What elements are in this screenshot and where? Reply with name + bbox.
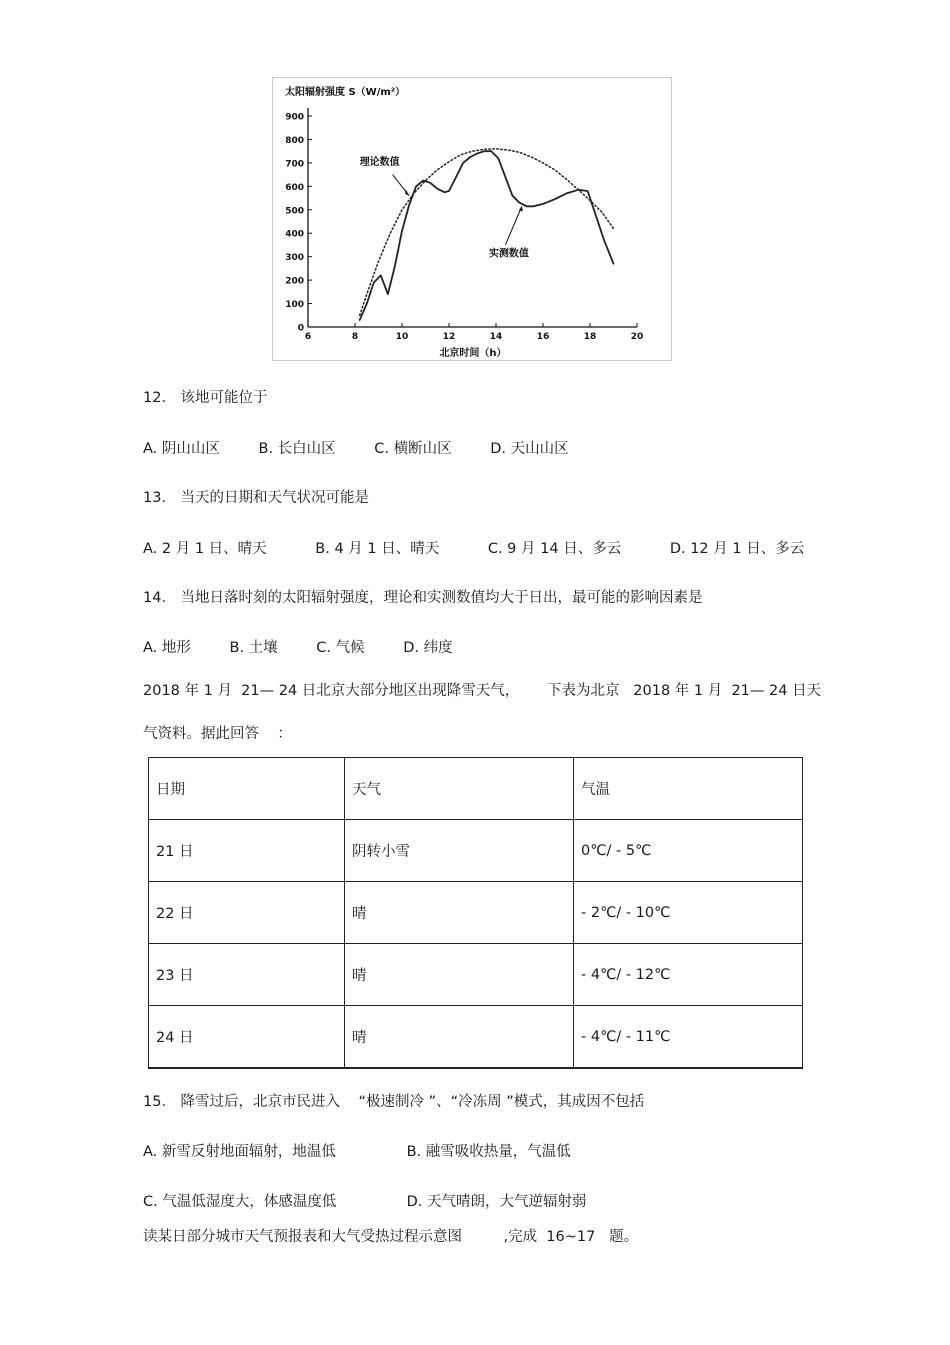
x-tick-label: 16 (536, 332, 550, 342)
cell-weather: 晴 (345, 1006, 574, 1069)
q12-option-a[interactable]: A. 阴山山区 (143, 441, 220, 457)
cell-date: 21 日 (149, 820, 345, 882)
y-tick-label: 600 (285, 182, 304, 193)
y-tick-label: 500 (285, 206, 304, 217)
cell-weather: 晴 (345, 882, 574, 944)
x-tick-label: 12 (442, 332, 456, 342)
q15-option-a[interactable]: A. 新雪反射地面辐射，地温低 (143, 1144, 336, 1160)
x-tick-label: 10 (395, 332, 409, 342)
x-tick-label: 6 (304, 332, 312, 342)
cell-temp: - 4℃/ - 12℃ (574, 944, 803, 1006)
x-tick-label: 14 (489, 332, 503, 342)
cell-date: 24 日 (149, 1006, 345, 1069)
y-tick-label: 300 (285, 253, 304, 264)
y-tick-label: 400 (285, 229, 304, 240)
weather-table (148, 757, 803, 1069)
cell-date: 22 日 (149, 882, 345, 944)
annotation-measured-leader (505, 206, 521, 245)
header-date: 日期 (149, 758, 345, 820)
q14-option-d[interactable]: D. 纬度 (403, 640, 453, 656)
theoretical-series-line (360, 149, 614, 315)
chart-title: 太阳辐射强度 S（W/m²） (285, 87, 406, 98)
q15-stem: 15． 降雪过后，北京市民进入 “极速制冷 ”、“冷冻周 ”模式，其成因不包括 (143, 1094, 645, 1110)
q13-stem: 13． 当天的日期和天气状况可能是 (143, 490, 370, 506)
y-tick-label: 200 (285, 276, 304, 287)
y-tick-label: 900 (285, 112, 304, 123)
cell-temp: - 4℃/ - 11℃ (574, 1006, 803, 1069)
radiation-chart-svg (273, 78, 671, 360)
q12-option-b[interactable]: B. 长白山区 (258, 441, 336, 457)
y-tick-label: 700 (285, 159, 304, 170)
q14-option-c[interactable]: C. 气候 (316, 640, 365, 656)
q12-options (143, 437, 603, 458)
q15-option-c[interactable]: C. 气温低湿度大，体感温度低 (143, 1194, 337, 1210)
q14-options (143, 636, 487, 657)
q13-option-c[interactable]: C. 9 月 14 日、多云 (487, 541, 622, 557)
cell-temp: - 2℃/ - 10℃ (574, 882, 803, 944)
cell-date: 23 日 (149, 944, 345, 1006)
table-header-row (149, 758, 803, 820)
q13-option-b[interactable]: B. 4 月 1 日、晴天 (315, 541, 440, 557)
annotation-theoretical: 理论数值 (359, 157, 400, 169)
table-row (149, 882, 803, 944)
annotation-measured-arrowhead (519, 206, 523, 211)
q14-option-b[interactable]: B. 土壤 (229, 640, 278, 656)
radiation-chart (272, 77, 672, 361)
y-tick-label: 100 (285, 300, 304, 311)
measured-series-line (360, 151, 614, 320)
intro-line-2: 气资料。据此回答 ： (143, 726, 292, 742)
annotation-measured: 实测数值 (488, 248, 529, 260)
q12-option-d[interactable]: D. 天山山区 (490, 441, 569, 457)
x-tick-label: 8 (351, 332, 359, 342)
q13-option-d[interactable]: D. 12 月 1 日、多云 (669, 541, 805, 557)
cell-weather: 晴 (345, 944, 574, 1006)
q13-options (143, 537, 838, 558)
q15-options-row-1 (143, 1140, 571, 1161)
q15-options-row-2 (143, 1190, 587, 1211)
y-tick-label: 0 (297, 323, 304, 334)
y-tick-label: 800 (285, 135, 304, 146)
q15-option-d[interactable]: D. 天气晴朗，大气逆辐射弱 (406, 1194, 587, 1210)
table-row (149, 820, 803, 882)
q15-option-b[interactable]: B. 融雪吸收热量，气温低 (406, 1144, 571, 1160)
closing-line: 读某日部分城市天气预报表和大气受热过程示意图 ,完成 16~17 题。 (143, 1229, 639, 1245)
q14-stem: 14． 当地日落时刻的太阳辐射强度，理论和实测数值均大于日出，最可能的影响因素是 (143, 590, 703, 606)
q14-option-a[interactable]: A. 地形 (143, 640, 191, 656)
q12-stem: 12． 该地可能位于 (143, 390, 268, 406)
chart-xlabel: 北京时间（h） (439, 348, 507, 359)
table-row (149, 944, 803, 1006)
header-weather: 天气 (345, 758, 574, 820)
cell-temp: 0℃/ - 5℃ (574, 820, 803, 882)
intro-line-1: 2018 年 1 月 21— 24 日北京大部分地区出现降雪天气， 下表为北京 2018 年 1 月 21— 24 日天 (143, 683, 822, 699)
table-row (149, 1006, 803, 1069)
x-tick-label: 18 (583, 332, 597, 342)
q13-option-a[interactable]: A. 2 月 1 日、晴天 (143, 541, 267, 557)
x-tick-label: 20 (630, 332, 644, 342)
header-temp: 气温 (574, 758, 803, 820)
q12-option-c[interactable]: C. 横断山区 (374, 441, 452, 457)
cell-weather: 阴转小雪 (345, 820, 574, 882)
